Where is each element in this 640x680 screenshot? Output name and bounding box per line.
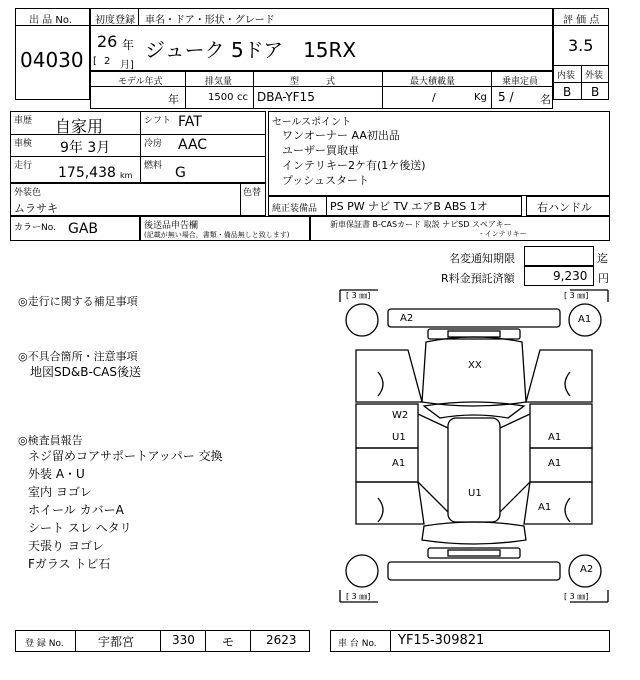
equipment-items: PS PW ナビ TV エアB ABS 1オ <box>330 200 488 213</box>
history-value: 自家用 <box>55 117 104 136</box>
reg-month: 2 <box>104 56 111 67</box>
reg-month-open: [ <box>93 56 97 67</box>
reg-place: 宇都宮 <box>98 635 135 649</box>
front-plate <box>448 331 500 337</box>
ac-label: 冷房 <box>144 139 163 149</box>
name-change-label: 名変通知期限 <box>449 252 515 265</box>
damage-mark: U1 <box>392 432 406 443</box>
score-value: 3.5 <box>568 36 594 55</box>
car-label: 車名・ドア・形状・グレード <box>145 15 275 26</box>
recycle-unit: 円 <box>598 272 609 285</box>
car-name: ジューク 5ドア 15RX <box>145 38 357 62</box>
inspection-value: 9年 3月 <box>60 140 111 156</box>
reg-class: 330 <box>172 633 195 647</box>
reg-no-label: 登 録 No. <box>25 639 64 649</box>
displacement-value: 1500 <box>208 92 234 103</box>
defect-item: 地図SD&B-CAS後送 <box>30 365 141 379</box>
wheel-arch <box>565 372 570 396</box>
docs-label: 後送品申告欄 <box>144 221 199 231</box>
damage-mark: A2 <box>400 313 414 324</box>
name-change-unit: 迄 <box>597 252 608 265</box>
exterior-label: 外装 <box>585 71 604 81</box>
defects-label: ◎不具合箇所・注意事項 <box>18 350 138 363</box>
wheel-arch <box>378 498 383 522</box>
reg-year: 26 <box>97 32 118 51</box>
front-bumper <box>388 309 560 327</box>
rear-fender-left <box>356 482 424 524</box>
docs-note: (記載が無い場合，書類・備品無しと致します) <box>144 231 290 239</box>
reg-kana: モ <box>222 635 235 649</box>
exterior-grade: B <box>591 85 600 99</box>
cc-unit: cc <box>237 92 248 103</box>
fuel-label: 燃料 <box>144 161 163 171</box>
lot-label: 出 品 No. <box>29 15 72 26</box>
sales-points-label: セールスポイント <box>272 117 352 128</box>
sales-point-item: ワンオーナー AA初出品 <box>282 129 400 142</box>
damage-mark: A1 <box>548 432 562 443</box>
rear-fender-right <box>524 482 592 524</box>
recycle-label: R料金預託済額 <box>441 272 515 285</box>
rear-window <box>422 522 526 544</box>
rear-door-left <box>356 448 418 482</box>
wheel-arch <box>378 372 383 396</box>
model-year-label: モデル年式 <box>118 77 163 87</box>
tire-tread-rr: [ 3 ㎜] <box>564 592 589 601</box>
reg-year-unit: 年 <box>122 38 135 52</box>
fuel-value: G <box>175 165 186 181</box>
model-year-unit: 年 <box>168 93 179 106</box>
tire-tread-fl: [ 3 ㎜] <box>346 291 371 300</box>
car-diagram <box>338 286 610 606</box>
color-change-label: 色替 <box>243 188 262 198</box>
name-change-box <box>524 246 594 266</box>
front-fender-right <box>526 350 592 402</box>
driving-remarks-label: ◎走行に関する補足事項 <box>18 295 138 308</box>
inspector-item: Fガラス トビ石 <box>28 557 111 571</box>
type-label: 型 式 <box>290 77 336 87</box>
mileage-label: 走行 <box>14 161 33 171</box>
front-fender-left <box>356 350 422 402</box>
inspector-item: 外装 A・U <box>28 467 85 481</box>
interior-grade: B <box>563 85 572 99</box>
damage-mark: U1 <box>468 488 482 499</box>
tire-tread-rl: [ 3 ㎜] <box>346 592 371 601</box>
displacement-label: 排気量 <box>205 77 233 87</box>
capacity-value: 5 / <box>498 90 514 104</box>
rear-bumper <box>388 562 560 580</box>
interior-label: 内装 <box>557 71 576 81</box>
color-no-label: カラーNo. <box>14 223 56 233</box>
capacity-label: 乗車定員 <box>502 77 539 87</box>
inspector-item: ホイール カバーA <box>28 503 124 517</box>
damage-mark: XX <box>468 360 482 371</box>
shift-value: FAT <box>178 114 202 130</box>
tire-tread-fr: [ 3 ㎜] <box>564 291 589 300</box>
windshield <box>424 402 524 418</box>
shift-label: シフト <box>144 116 172 126</box>
front-door-left <box>356 404 418 448</box>
chassis-number: YF15-309821 <box>398 633 485 648</box>
inspector-label: ◎検査員報告 <box>18 434 83 447</box>
mileage-unit: km <box>120 171 133 180</box>
kg-unit: Kg <box>474 92 487 103</box>
damage-mark: W2 <box>392 410 409 421</box>
max-load-label: 最大積載量 <box>410 77 456 87</box>
warranty-text: 新車保証書 B-CASカード 取説 ナビSD スペアキー <box>330 220 512 229</box>
inspection-label: 車検 <box>14 139 33 149</box>
damage-mark: A1 <box>578 314 592 325</box>
inspector-item: 室内 ヨゴレ <box>28 485 92 499</box>
ext-color-label: 外装色 <box>14 188 42 198</box>
chassis-label: 車 台 No. <box>338 639 377 649</box>
color-no-value: GAB <box>68 221 99 237</box>
details-block <box>10 111 266 183</box>
lot-number: 04030 <box>20 48 84 72</box>
sales-point-item: ユーザー買取車 <box>282 144 359 157</box>
load-slash: / <box>432 91 436 104</box>
sales-point-item: インテリキー2ケ有(1ケ後送) <box>282 159 426 172</box>
ac-value: AAC <box>178 137 208 153</box>
reg-number: 2623 <box>266 633 297 647</box>
ext-color-value: ムラサキ <box>14 202 58 215</box>
capacity-unit: 名 <box>540 93 551 106</box>
inspector-item: 天張り ヨゴレ <box>28 539 104 553</box>
equipment-label: 純正装備品 <box>272 204 318 214</box>
rear-plate <box>448 550 500 556</box>
recycle-value: 9,230 <box>553 269 588 283</box>
score-label: 評 価 点 <box>563 15 600 26</box>
warranty-text-2: - インテリキー <box>480 230 527 238</box>
wheel-arch <box>565 498 570 522</box>
sales-point-item: プッシュスタート <box>282 174 370 187</box>
tire-front-left <box>346 304 378 336</box>
steering-value: 右ハンドル <box>537 201 592 214</box>
inspector-item: シート スレ ヘタリ <box>28 521 132 535</box>
inspector-item: ネジ留めコアサポートアッパー 交換 <box>28 449 223 463</box>
history-label: 車歴 <box>14 116 33 126</box>
first-reg-label: 初度登録 <box>95 15 135 26</box>
damage-mark: A1 <box>392 458 406 469</box>
hood <box>422 337 526 406</box>
roof <box>448 418 500 522</box>
mileage-value: 175,438 <box>58 165 116 181</box>
tire-rear-left <box>346 555 378 587</box>
damage-mark: A1 <box>548 458 562 469</box>
damage-mark: A2 <box>580 564 594 575</box>
reg-month-unit: 月] <box>120 60 134 71</box>
damage-mark: A1 <box>538 502 552 513</box>
type-value: DBA-YF15 <box>257 90 315 104</box>
